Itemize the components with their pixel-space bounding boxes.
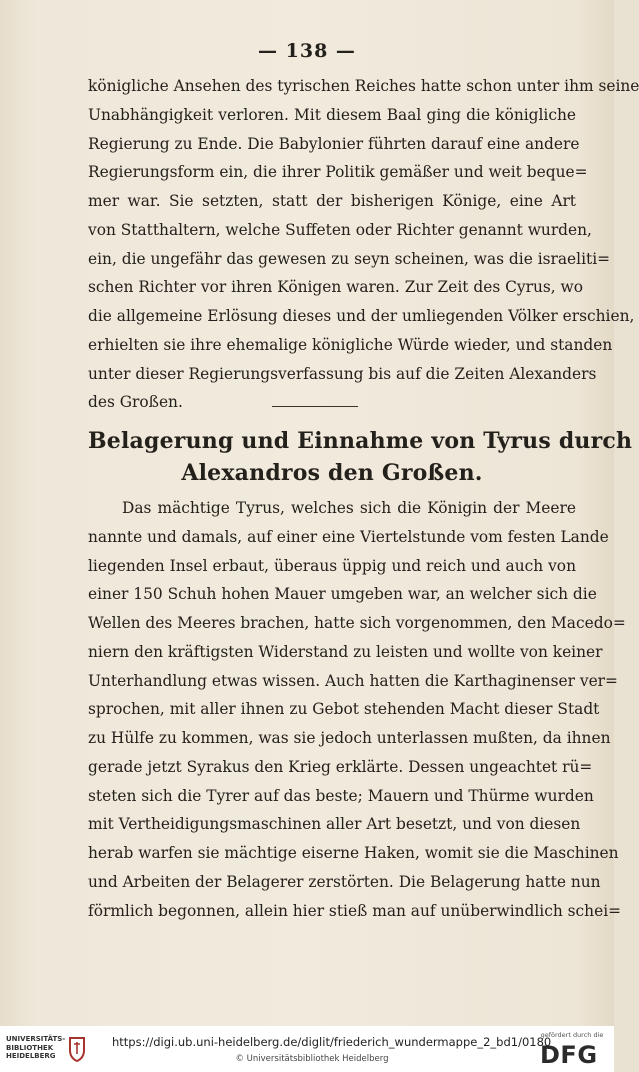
page-number: — 138 — <box>258 40 356 62</box>
text-line: von Statthaltern, welche Suffeten oder Richter genannt wurden, <box>88 220 592 239</box>
text-line: ein, die ungefähr das gewesen zu seyn scheinen, was die israeliti= <box>88 249 611 268</box>
paragraph-siege <box>88 494 626 925</box>
section-heading-line2: Alexandros den Großen. <box>181 460 483 486</box>
text-line: herab warfen sie mächtige eiserne Haken, womit sie die Maschinen <box>88 844 619 862</box>
dfg-logo: DFG <box>540 1041 598 1069</box>
text-line: unter dieser Regierungsverfassung bis auf die Zeiten Alexanders <box>88 364 597 383</box>
text-line: mer war. Sie setzten, statt der bisherigen Könige, eine Art <box>88 192 576 210</box>
text-line: des Großen. <box>88 393 183 412</box>
text-line: liegenden Insel erbaut, überaus üppig und reich und auch von <box>88 556 576 575</box>
document-url-link[interactable]: https://digi.ub.uni-heidelberg.de/diglit/friederich_wundermappe_2_bd1/0180 <box>112 1035 552 1049</box>
text-line: Unterhandlung etwas wissen. Auch hatten die Karthaginenser ver= <box>88 671 618 690</box>
text-line: Regierungsform ein, die ihrer Politik gemäßer und weit beque= <box>88 163 588 182</box>
library-name-line2: BIBLIOTHEK <box>6 1043 54 1052</box>
text-line: steten sich die Tyrer auf das beste; Mauern und Thürme wurden <box>88 786 594 805</box>
text-line: sprochen, mit aller ihnen zu Gebot stehenden Macht dieser Stadt <box>88 700 600 719</box>
paragraph-intro <box>88 72 639 417</box>
text-line: erhielten sie ihre ehemalige königliche Würde wieder, und standen <box>88 335 613 354</box>
viewer-footer <box>0 1026 614 1072</box>
text-line: niern den kräftigsten Widerstand zu leisten und wollte von keiner <box>88 642 603 661</box>
funding-note: gefördert durch die <box>540 1031 604 1039</box>
text-line: Wellen des Meeres brachen, hatte sich vorgenommen, den Macedo= <box>88 614 626 632</box>
text-line: Regierung zu Ende. Die Babylonier führten darauf eine andere <box>88 134 580 153</box>
section-heading-line1: Belagerung und Einnahme von Tyrus durch <box>88 428 633 454</box>
text-line: königliche Ansehen des tyrischen Reiches hatte schon unter ihm seine <box>88 77 639 95</box>
text-line: zu Hülfe zu kommen, was sie jedoch unterlassen mußten, da ihnen <box>88 729 611 747</box>
heidelberg-seal-icon <box>66 1036 88 1062</box>
text-line: einer 150 Schuh hohen Mauer umgeben war, an welcher sich die <box>88 585 597 604</box>
text-line: die allgemeine Erlösung dieses und der umliegenden Völker erschien, <box>88 307 635 325</box>
text-line: Unabhängigkeit verloren. Mit diesem Baal ging die königliche <box>88 105 576 124</box>
text-line: schen Richter vor ihren Königen waren. Zur Zeit des Cyrus, wo <box>88 278 583 297</box>
text-line: nannte und damals, auf einer eine Viertelstunde vom festen Lande <box>88 527 609 546</box>
text-line: gerade jetzt Syrakus den Krieg erklärte. Dessen ungeachtet rü= <box>88 757 593 776</box>
text-line: und Arbeiten der Belagerer zerstörten. Die Belagerung hatte nun <box>88 872 601 891</box>
library-name <box>6 1035 65 1061</box>
text-line: Das mächtige Tyrus, welches sich die Königin der Meere <box>122 499 576 517</box>
dfg-funding <box>536 1031 608 1069</box>
text-line: mit Vertheidigungsmaschinen aller Art besetzt, und von diesen <box>88 815 581 834</box>
library-name-line1: UNIVERSITÄTS- <box>6 1035 66 1043</box>
library-name-line3: HEIDELBERG <box>6 1052 56 1060</box>
section-divider <box>272 406 358 407</box>
text-line: förmlich begonnen, allein hier stieß man auf unüberwindlich schei= <box>88 901 622 920</box>
copyright-notice: © Universitätsbibliothek Heidelberg <box>235 1054 389 1064</box>
